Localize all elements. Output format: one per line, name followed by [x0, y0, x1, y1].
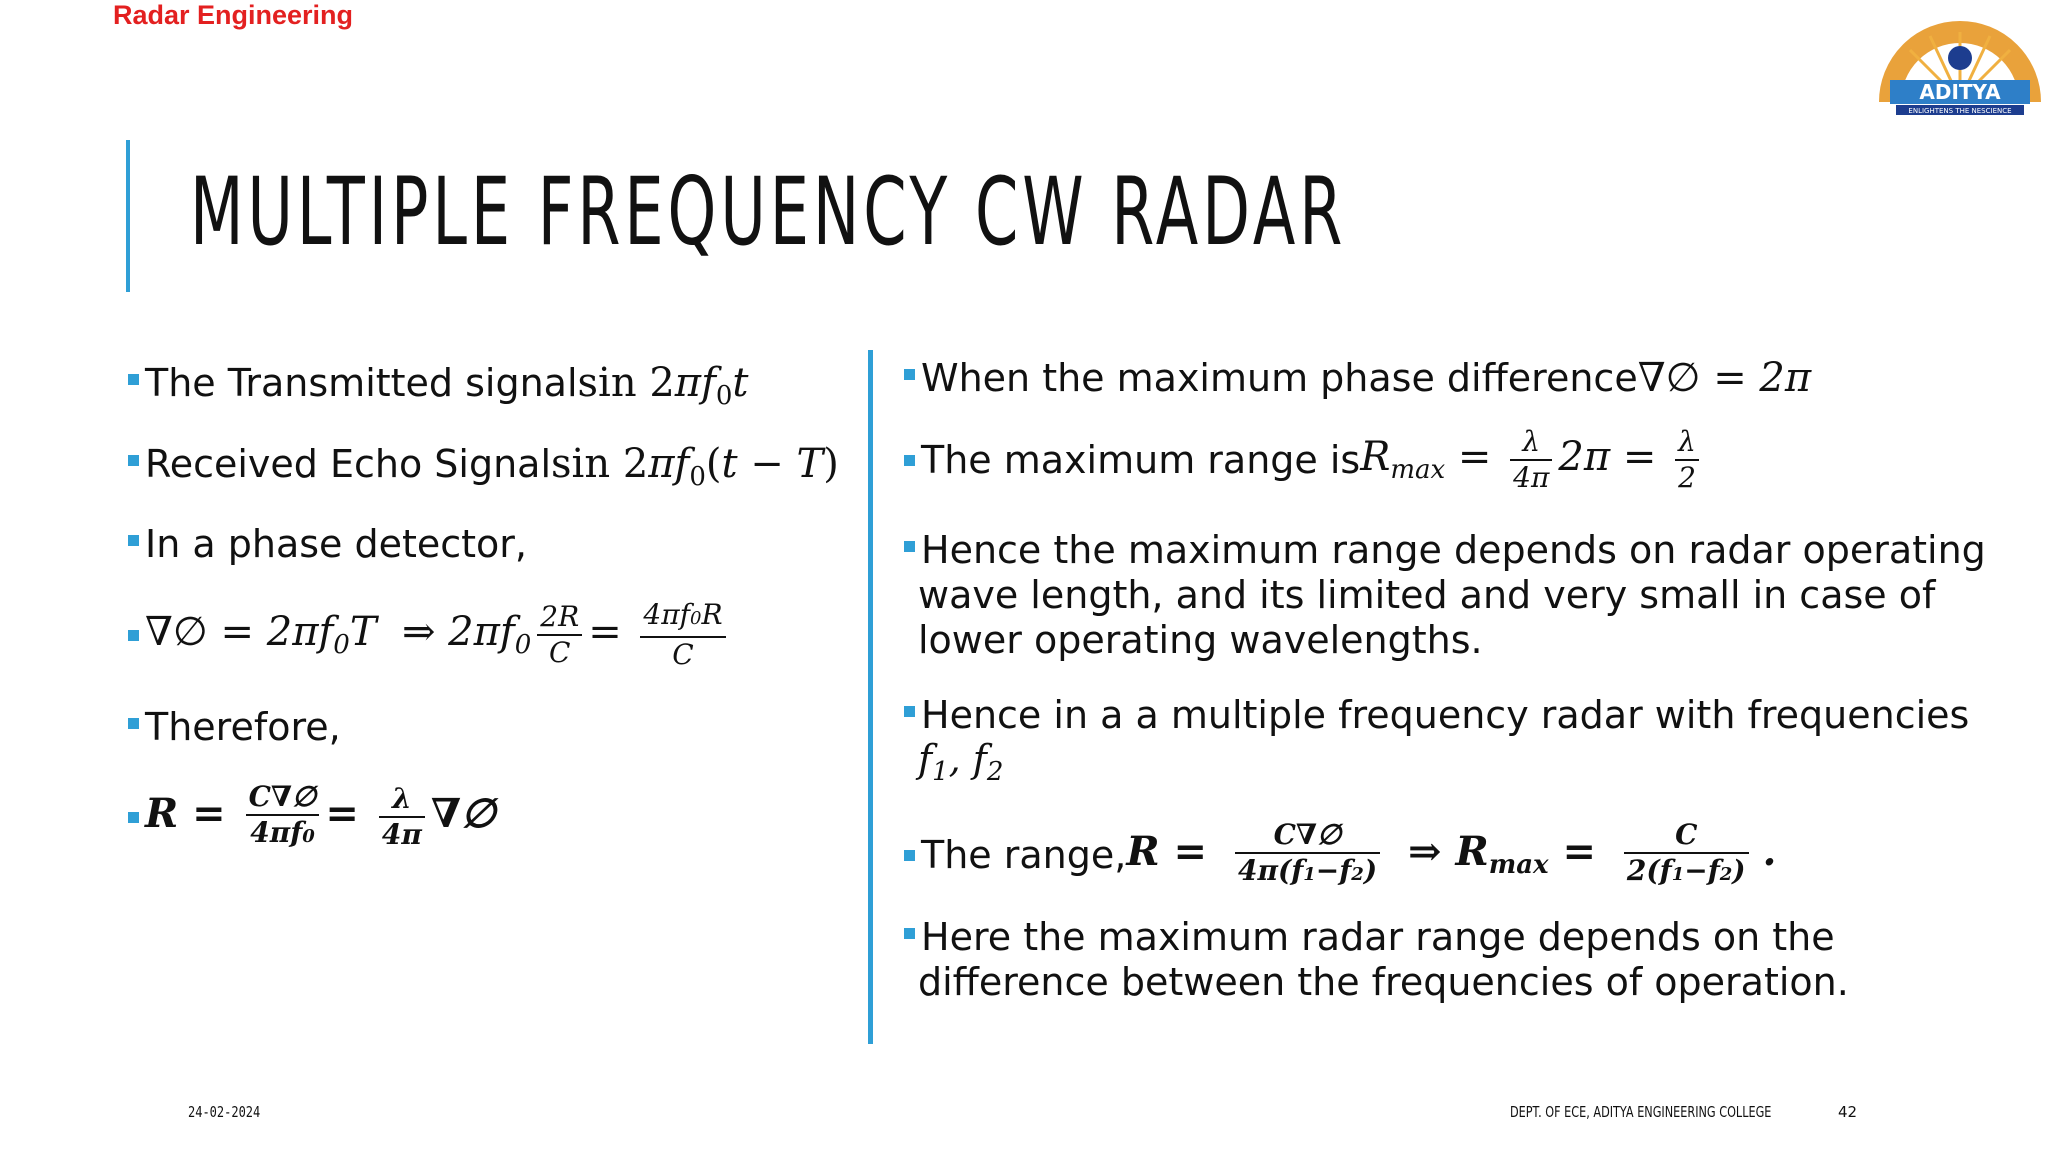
footer-department: DEPT. OF ECE, ADITYA ENGINEERING COLLEGE — [1510, 1103, 1772, 1121]
column-divider — [868, 350, 873, 1044]
list-item: Hence in a a multiple frequency radar with frequencies — [904, 692, 1969, 738]
equation: $f_1$, $f_2$ — [918, 737, 1004, 787]
bullet-icon — [904, 369, 915, 380]
bullet-icon — [904, 928, 915, 939]
list-item — [128, 780, 496, 854]
page-number: 42 — [1838, 1103, 1858, 1121]
list-item: The Transmitted signal $\sin 2\pi f_0t$ — [128, 360, 749, 419]
list-item: The maximum range is $R_{max}$ = $\frac{\lambda}{4\pi}$ 2π = $\frac{\lambda}{2}$ — [904, 425, 1705, 495]
slide-title: MULTIPLE FREQUENCY CW RADAR — [190, 158, 1347, 267]
list-item-continuation: difference between the frequencies of operation. — [918, 960, 1849, 1004]
list-item-continuation: wave length, and its limited and very small in case of — [918, 573, 1936, 617]
list-item: The range, R = $\frac{C\nabla\emptyset}{4\pi(f1-f2)}$ ⇒ $R_{max}$ = $\frac{C}{2(f1-f2)}$ . — [904, 818, 1776, 892]
list-item — [128, 598, 732, 672]
bullet-icon — [128, 630, 139, 641]
bullet-icon — [128, 812, 139, 823]
svg-text:ENLIGHTENS THE NESCIENCE: ENLIGHTENS THE NESCIENCE — [1908, 107, 2012, 115]
list-item: Hence the maximum range depends on radar operating — [904, 527, 1986, 573]
bullet-icon — [128, 535, 139, 546]
bullet-icon — [904, 455, 915, 466]
list-item-continuation: lower operating wavelengths. — [918, 618, 1483, 662]
equation: ∇∅ = 2π — [1637, 355, 1812, 401]
list-item: Here the maximum radar range depends on the — [904, 914, 1835, 960]
equation: $R_{max}$ = $\frac{\lambda}{4\pi}$ 2π = $\frac{\lambda}{2}$ — [1360, 425, 1705, 495]
bullet-icon — [904, 850, 915, 861]
course-label: Radar Engineering — [113, 0, 354, 30]
college-logo — [1870, 10, 2048, 118]
equation: $\sin 2\pi f_0(t - T)$ — [551, 441, 839, 492]
bullet-icon — [128, 718, 139, 729]
equation: $\sin 2\pi f_0t$ — [577, 360, 749, 411]
footer-date: 24-02-2024 — [188, 1103, 261, 1121]
list-item: Therefore, — [128, 704, 341, 750]
list-item: In a phase detector, — [128, 521, 527, 567]
bullet-icon — [904, 541, 915, 552]
equation: R = $\frac{C\nabla\emptyset}{4\pi(f1-f2)}$ ⇒ $R_{max}$ = $\frac{C}{2(f1-f2)}$ . — [1126, 818, 1777, 887]
equation: R = $\frac{C\nabla\emptyset}{4\pi f0}$ = $\frac{\lambda}{4\pi}$ ∇∅ — [145, 780, 496, 851]
list-item: When the maximum phase difference ∇∅ = 2π — [904, 355, 1811, 401]
bullet-icon — [904, 706, 915, 717]
list-item: Received Echo Signal $\sin 2\pi f_0(t - T)$ — [128, 441, 839, 500]
bullet-icon — [128, 455, 139, 466]
svg-text:ADITYA: ADITYA — [1919, 80, 2001, 104]
title-accent-bar — [126, 140, 130, 292]
equation: ∇∅ = $2\pi f_0T$ ⇒ $2\pi f_0$ $\frac{2R}{C}$ = $\frac{4\pi f0R}{C}$ — [145, 598, 732, 672]
bullet-icon — [128, 374, 139, 385]
